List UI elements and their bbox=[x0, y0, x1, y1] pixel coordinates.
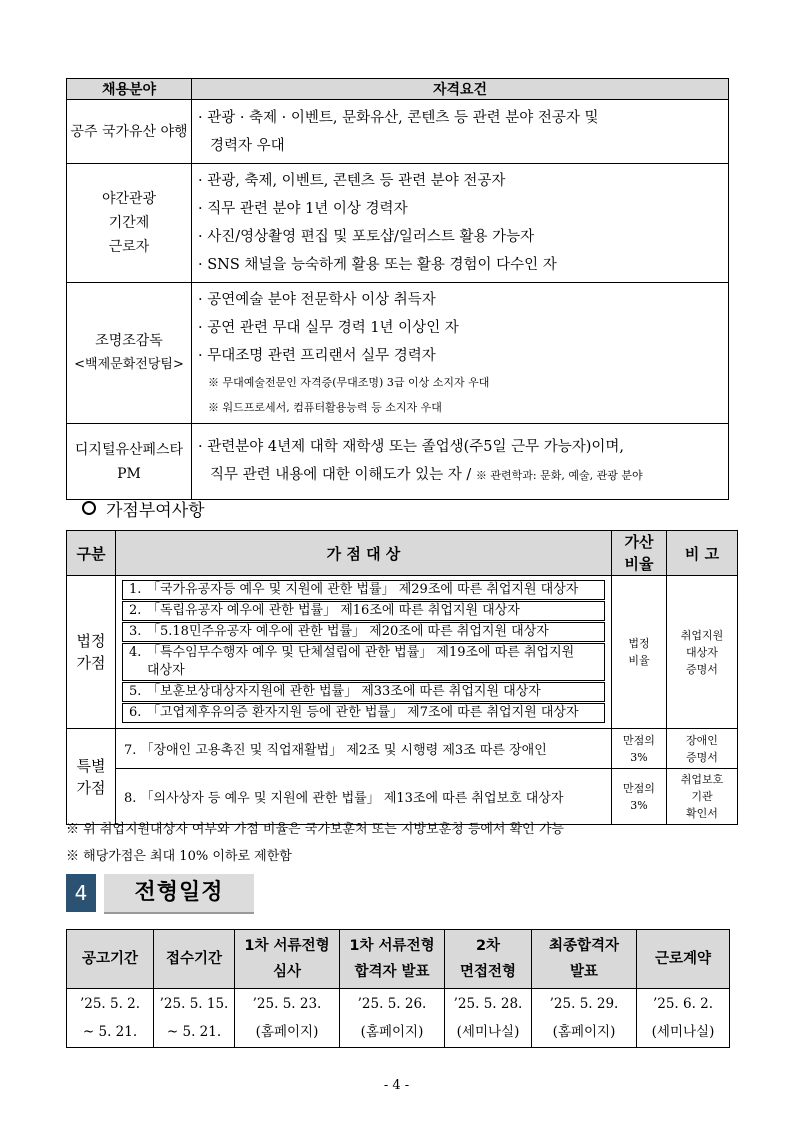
requirement-line: · SNS 채널을 능숙하게 활용 또는 활용 경험이 다수인 자 bbox=[198, 257, 557, 273]
requirement-line: · 관광 · 축제 · 이벤트, 문화유산, 콘텐츠 등 관련 분야 전공자 및 bbox=[198, 109, 599, 126]
circle-bullet-icon bbox=[82, 501, 96, 515]
schedule-header bbox=[532, 930, 637, 989]
remarks-line: 대상자 bbox=[686, 645, 718, 659]
cell-line: (세미나실) bbox=[651, 1024, 715, 1040]
item-number: 6. bbox=[129, 705, 142, 720]
bonus-header-target: 가 점 대 상 bbox=[116, 531, 612, 576]
schedule-header bbox=[637, 930, 730, 989]
legal-item bbox=[122, 601, 605, 621]
schedule-cell bbox=[67, 989, 154, 1048]
field-night-festival bbox=[67, 100, 192, 164]
header-line: 면접전형 bbox=[459, 964, 517, 980]
requirements-night-festival bbox=[192, 100, 729, 164]
special-rate bbox=[612, 769, 667, 825]
requirements-lighting bbox=[192, 283, 729, 424]
bonus-legal-row bbox=[67, 576, 738, 729]
special-remarks bbox=[667, 729, 738, 769]
category-line: 가점 bbox=[76, 778, 106, 797]
qualification-row-lighting bbox=[67, 283, 729, 424]
field-line: 조명조감독 bbox=[95, 333, 163, 349]
item-number: 2. bbox=[129, 603, 142, 618]
header-line: 근로계약 bbox=[654, 951, 712, 967]
schedule-cell bbox=[637, 989, 730, 1048]
requirement-line: · 공연예술 분야 전문학사 이상 취득자 bbox=[198, 292, 436, 308]
legal-targets bbox=[116, 576, 612, 729]
qualification-row-digital-festa bbox=[67, 424, 729, 500]
remarks-line: 취업보호 bbox=[680, 773, 724, 786]
header-line: 접수기간 bbox=[165, 951, 223, 967]
item-number: 5. bbox=[129, 684, 142, 699]
requirement-line: · 직무 관련 분야 1년 이상 경력자 bbox=[198, 201, 408, 217]
legal-item bbox=[122, 703, 605, 723]
item-text: 「독립유공자 예우에 관한 법률」 제16조에 따른 취업지원 대상자 bbox=[147, 603, 520, 618]
requirements-digital-festa bbox=[192, 424, 729, 500]
schedule-header bbox=[67, 930, 154, 989]
bonus-header-rate bbox=[612, 531, 667, 576]
rate-line: 법정 bbox=[628, 637, 650, 650]
item-text: 「국가유공자등 예우 및 지원에 관한 법률」 제29조에 따른 취업지원 대상자 bbox=[147, 582, 579, 597]
remarks-line: 확인서 bbox=[686, 807, 718, 820]
cell-line: (세미나실) bbox=[456, 1024, 520, 1040]
cell-line: (홈페이지) bbox=[360, 1024, 424, 1040]
cell-line: ’25. 5. 29. bbox=[549, 996, 619, 1012]
cell-line: ’25. 5. 26. bbox=[357, 996, 427, 1012]
schedule-header bbox=[445, 930, 532, 989]
special-remarks bbox=[667, 769, 738, 825]
rate-line: 3% bbox=[630, 798, 648, 812]
qualification-row-night-festival bbox=[67, 100, 729, 164]
cell-line: ’25. 5. 23. bbox=[252, 996, 322, 1012]
remarks-line: 장애인 bbox=[686, 733, 718, 747]
bonus-section-heading bbox=[82, 496, 205, 521]
legal-remarks bbox=[667, 576, 738, 729]
special-item: 8. 「의사상자 등 예우 및 지원에 관한 법률」 제13조에 따른 취업보호 대상자 bbox=[116, 769, 612, 825]
requirement-line: · 공연 관련 무대 실무 경력 1년 이상인 자 bbox=[198, 320, 459, 336]
header-line: 공고기간 bbox=[81, 951, 139, 967]
header-line: 최종합격자 bbox=[548, 938, 620, 954]
schedule-header bbox=[154, 930, 235, 989]
item-text: 「5.18민주유공자 예우에 관한 법률」 제20조에 따른 취업지원 대상자 bbox=[147, 624, 549, 639]
requirement-line bbox=[198, 461, 722, 490]
category-line: 법정 bbox=[76, 632, 106, 650]
legal-item bbox=[122, 643, 605, 681]
cell-line: ’25. 5. 28. bbox=[453, 996, 523, 1012]
bonus-footnote: ※ 해당가점은 최대 10% 이하로 제한함 bbox=[66, 849, 292, 864]
bonus-header-row bbox=[67, 531, 738, 576]
bonus-special-row bbox=[67, 769, 738, 825]
schedule-cell bbox=[235, 989, 340, 1048]
requirement-line: · 관련분야 4년제 대학 재학생 또는 졸업생(주5일 근무 가능자)이며, bbox=[198, 439, 625, 455]
legal-item bbox=[122, 682, 605, 702]
rate-line: 비율 bbox=[628, 654, 650, 667]
bonus-header-category: 구분 bbox=[67, 531, 116, 576]
field-line: 공주 국가유산 야행 bbox=[70, 123, 188, 140]
field-digital-festa bbox=[67, 424, 192, 500]
bonus-header-remarks: 비 고 bbox=[667, 531, 738, 576]
remarks-line: 취업지원 bbox=[680, 628, 724, 642]
header-line: 발표 bbox=[569, 964, 598, 980]
item-text-continued: 대상자 bbox=[147, 663, 185, 678]
cell-line: ’25. 6. 2. bbox=[652, 996, 714, 1012]
remarks-line: 기관 bbox=[691, 790, 713, 803]
item-text: 「보훈보상대상자지원에 관한 법률」 제33조에 따른 취업지원 대상자 bbox=[147, 684, 541, 699]
requirements-night-tourism bbox=[192, 164, 729, 283]
requirement-line: · 사진/영상촬영 편집 및 포토샵/일러스트 활용 가능자 bbox=[198, 229, 535, 245]
requirement-line: · 무대조명 관련 프리랜서 실무 경력자 bbox=[198, 348, 436, 364]
special-item: 7. 「장애인 고용촉진 및 직업재활법」 제2조 및 시행령 제3조 따른 장애인 bbox=[116, 729, 612, 769]
bonus-special-row bbox=[67, 729, 738, 769]
bonus-heading-text: 가점부여사항 bbox=[106, 501, 205, 521]
page-number: - 4 - bbox=[383, 1078, 410, 1093]
header-field: 채용분야 bbox=[67, 79, 192, 100]
item-text: 「고엽제후유의증 환자지원 등에 관한 법률」 제7조에 따른 취업지원 대상자 bbox=[147, 705, 579, 720]
cell-line: ’25. 5. 15. bbox=[159, 996, 229, 1012]
field-line: 기간제 bbox=[108, 215, 150, 231]
bonus-footnote: ※ 위 취업지원대상자 여부와 가점 비율은 국가보훈처 또는 지방보훈청 등에서 확인 가능 bbox=[66, 822, 564, 837]
field-line: 디지털유산페스타 bbox=[74, 441, 184, 458]
special-category bbox=[67, 729, 116, 825]
schedule-table bbox=[66, 929, 730, 1048]
header-line: 2차 bbox=[475, 938, 501, 954]
category-line: 특별 bbox=[76, 756, 106, 775]
item-text: 「특수임무수행자 예우 및 단체설립에 관한 법률」 제19조에 따른 취업지원 bbox=[147, 645, 575, 660]
rate-line: 만점의 bbox=[623, 733, 655, 747]
special-rate bbox=[612, 729, 667, 769]
bonus-table bbox=[66, 530, 738, 825]
header-line: 1차 서류전형 bbox=[244, 938, 330, 954]
requirement-note: ※ 워드프로세서, 컴퓨터활용능력 등 소지자 우대 bbox=[208, 401, 442, 414]
schedule-header-row bbox=[67, 930, 730, 989]
cell-line: (홈페이지) bbox=[552, 1024, 616, 1040]
item-number: 4. bbox=[129, 645, 142, 660]
cell-line: (홈페이지) bbox=[255, 1024, 319, 1040]
cell-line: ’25. 5. 2. bbox=[79, 996, 141, 1012]
legal-rate bbox=[612, 576, 667, 729]
qualification-row-night-tourism bbox=[67, 164, 729, 283]
category-line: 가점 bbox=[76, 654, 106, 672]
field-lighting bbox=[67, 283, 192, 424]
header-line: 심사 bbox=[272, 964, 301, 980]
requirement-line: · 관광, 축제, 이벤트, 콘텐츠 등 관련 분야 전공자 bbox=[198, 173, 506, 189]
schedule-cell bbox=[154, 989, 235, 1048]
rate-header-line: 비율 bbox=[624, 555, 654, 573]
remarks-line: 증명서 bbox=[686, 750, 718, 764]
legal-item bbox=[122, 580, 605, 600]
requirement-inline-note: ※ 관련학과: 문화, 예술, 관광 분야 bbox=[475, 469, 643, 482]
schedule-date-row bbox=[67, 989, 730, 1048]
legal-item bbox=[122, 622, 605, 642]
schedule-cell bbox=[340, 989, 445, 1048]
requirement-note: ※ 무대예술전문인 자격증(무대조명) 3급 이상 소지자 우대 bbox=[208, 376, 490, 389]
section-title: 전형일정 bbox=[104, 874, 254, 914]
rate-header-line: 가산 bbox=[624, 533, 654, 551]
schedule-cell bbox=[532, 989, 637, 1048]
legal-category bbox=[67, 576, 116, 729]
field-line: 야간관광 bbox=[101, 191, 157, 207]
header-line: 합격자 발표 bbox=[354, 964, 430, 980]
requirement-text: 직무 관련 내용에 대한 이해도가 있는 자 / bbox=[210, 467, 472, 483]
field-line: 근로자 bbox=[108, 239, 150, 255]
schedule-cell bbox=[445, 989, 532, 1048]
item-number: 3. bbox=[129, 624, 142, 639]
requirement-line: 경력자 우대 bbox=[210, 137, 285, 154]
qualification-header-row bbox=[67, 79, 729, 100]
header-requirements: 자격요건 bbox=[192, 79, 729, 100]
field-line: PM bbox=[117, 465, 141, 482]
rate-line: 3% bbox=[630, 750, 648, 764]
schedule-header bbox=[235, 930, 340, 989]
field-night-tourism bbox=[67, 164, 192, 283]
qualification-table bbox=[66, 78, 729, 500]
section-number: 4 bbox=[66, 874, 96, 912]
field-line: <백제문화전당팀> bbox=[74, 357, 184, 372]
rate-line: 만점의 bbox=[623, 781, 655, 795]
item-number: 1. bbox=[129, 582, 142, 597]
remarks-line: 증명서 bbox=[686, 662, 718, 676]
cell-line: ~ 5. 21. bbox=[82, 1024, 138, 1040]
schedule-header bbox=[340, 930, 445, 989]
header-line: 1차 서류전형 bbox=[349, 938, 435, 954]
cell-line: ~ 5. 21. bbox=[166, 1024, 222, 1040]
